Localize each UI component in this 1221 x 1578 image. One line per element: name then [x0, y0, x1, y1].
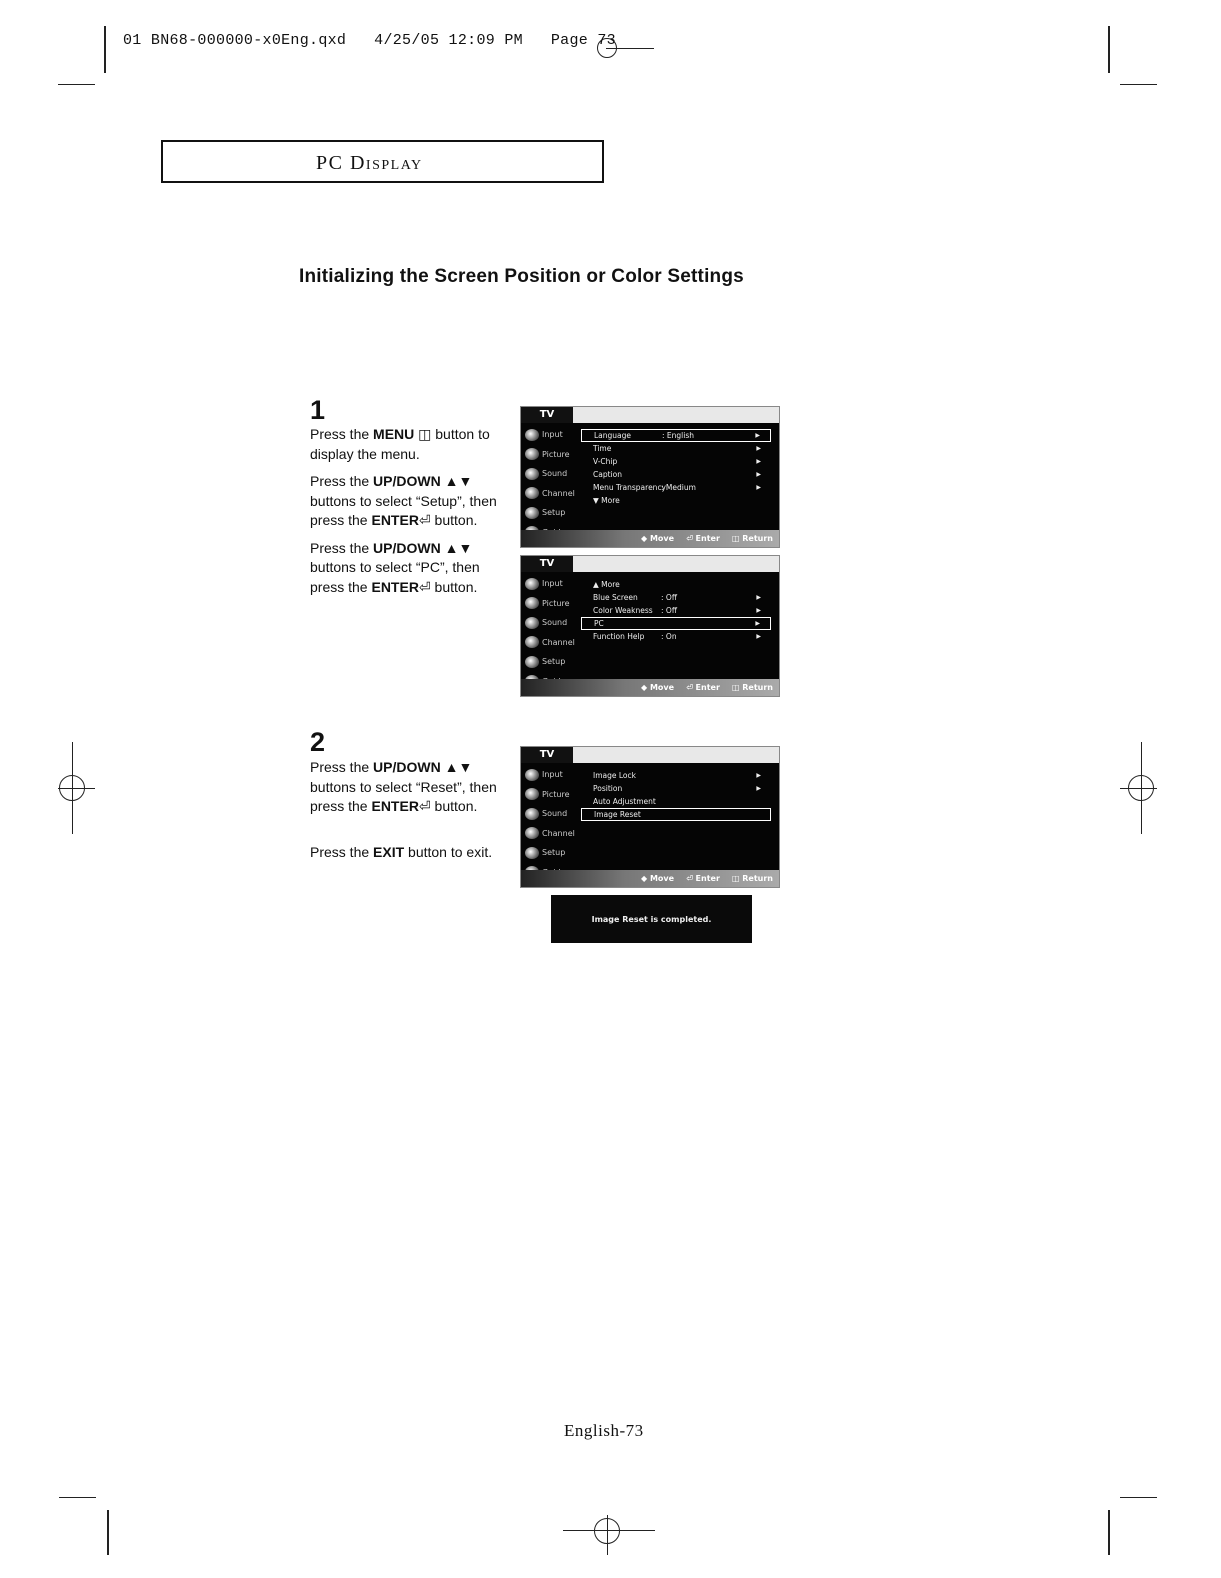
row-value: : Off: [661, 593, 677, 602]
tv-menu-list: [581, 769, 771, 821]
side-item-input: [521, 425, 581, 445]
row-label: Function Help: [593, 632, 645, 641]
text: buttons to select “Reset”, then press the: [310, 778, 497, 814]
tv-footer: [521, 530, 779, 547]
row-label: ▼ More: [593, 496, 620, 505]
tv-menu-list: [581, 429, 771, 507]
tv-menu-setup-screen: [520, 406, 780, 548]
row-label: Position: [593, 784, 623, 793]
arrow-right-icon: ▶: [755, 432, 760, 439]
return-hint: ◫ Return: [731, 683, 773, 692]
input-icon: [525, 578, 539, 590]
section-header-box: [161, 140, 604, 183]
enter-key: ENTER: [371, 512, 419, 528]
section-title: PC Display: [316, 152, 423, 174]
updown-key: UP/DOWN ▲▼: [373, 759, 473, 775]
arrow-right-icon: ▶: [755, 620, 760, 627]
enter-hint: ⏎ Enter: [686, 683, 720, 692]
side-item-sound: [521, 464, 581, 484]
text: Press the: [310, 426, 374, 442]
tv-menu-setup-more-screen: [520, 555, 780, 697]
sound-icon: [525, 617, 539, 629]
side-item-picture: [521, 594, 581, 614]
step-1-number: 1: [310, 395, 326, 425]
row-label: Blue Screen: [593, 593, 638, 602]
side-label: Channel: [542, 637, 575, 647]
text: buttons to select “PC”, then press the: [310, 559, 480, 595]
setup-icon: [525, 656, 539, 668]
sound-icon: [525, 808, 539, 820]
tv-menu-row: [581, 795, 771, 808]
enter-hint: ⏎ Enter: [686, 874, 720, 883]
enter-key: ENTER: [371, 798, 419, 814]
side-label: Input: [542, 430, 563, 440]
tv-menu-row: [581, 455, 771, 468]
enter-hint: ⏎ Enter: [686, 534, 720, 543]
row-value: : English: [662, 431, 694, 440]
row-value: : Off: [661, 606, 677, 615]
text: Press the: [310, 843, 374, 860]
side-item-sound: [521, 613, 581, 633]
side-item-picture: [521, 445, 581, 465]
text: buttons to select “Setup”, then press the: [310, 492, 497, 528]
row-value: : Medium: [661, 483, 696, 492]
tv-menu-row: [581, 782, 771, 795]
arrow-right-icon: ▶: [756, 607, 761, 614]
side-label: Sound: [542, 469, 568, 479]
side-label: Picture: [542, 598, 570, 608]
tv-badge: TV: [521, 407, 573, 423]
row-label: Time: [593, 444, 612, 453]
side-label: Setup: [542, 657, 566, 667]
text: ◫ button to display the menu.: [310, 426, 490, 462]
side-item-input: [521, 765, 581, 785]
side-item-sound: [521, 804, 581, 824]
enter-key: ENTER: [371, 578, 419, 595]
input-icon: [525, 429, 539, 441]
tv-side-menu: [521, 425, 581, 542]
side-label: Setup: [542, 508, 566, 518]
tv-menu-row: [581, 481, 771, 494]
tv-menu-list: [581, 578, 771, 643]
row-label: PC: [594, 619, 604, 628]
text: ⏎ button.: [418, 578, 478, 595]
move-hint: ◆ Move: [641, 534, 675, 543]
arrow-right-icon: ▶: [756, 633, 761, 640]
row-label: Color Weakness: [593, 606, 653, 615]
text: ⏎ button.: [418, 512, 478, 528]
arrow-right-icon: ▶: [756, 772, 761, 779]
registration-mark-left: [59, 775, 85, 801]
step-2-paragraph-2: [310, 843, 510, 863]
tv-menu-row: [581, 468, 771, 481]
menu-key: MENU: [373, 426, 415, 442]
text: Press the: [310, 473, 374, 489]
side-label: Channel: [542, 488, 575, 498]
setup-icon: [525, 507, 539, 519]
row-label: ▲ More: [593, 580, 620, 589]
tv-top-bar: [521, 407, 779, 423]
registration-mark-bottom: [594, 1518, 620, 1544]
arrow-right-icon: ▶: [756, 785, 761, 792]
step-1-paragraph-3: [310, 539, 510, 598]
step-2-paragraph-1: [310, 758, 510, 817]
tv-menu-row: [581, 604, 771, 617]
side-label: Input: [542, 770, 563, 780]
page-heading: Initializing the Screen Position or Color Settings: [299, 266, 744, 287]
side-label: Sound: [542, 618, 568, 628]
input-icon: [525, 769, 539, 781]
arrow-right-icon: ▶: [756, 458, 761, 465]
tv-side-menu: [521, 574, 581, 691]
side-label: Setup: [542, 848, 566, 858]
tv-menu-row: [581, 578, 771, 591]
step-1-instructions: [310, 425, 510, 605]
tv-menu-row: [581, 429, 771, 442]
step-2-number: 2: [310, 727, 326, 757]
registration-mark-right: [1128, 775, 1154, 801]
return-hint: ◫ Return: [731, 534, 773, 543]
side-item-setup: [521, 503, 581, 523]
move-hint: ◆ Move: [641, 874, 675, 883]
picture-icon: [525, 448, 539, 460]
exit-key: EXIT: [373, 843, 405, 860]
side-item-input: [521, 574, 581, 594]
print-slug: 01 BN68-000000-x0Eng.qxd 4/25/05 12:09 PM Page 73: [123, 32, 616, 49]
tv-menu-row: [581, 617, 771, 630]
text: Press the: [310, 759, 374, 775]
return-hint: ◫ Return: [731, 874, 773, 883]
tv-menu-row: [581, 808, 771, 821]
side-item-setup: [521, 652, 581, 672]
setup-icon: [525, 847, 539, 859]
sound-icon: [525, 468, 539, 480]
arrow-right-icon: ▶: [756, 484, 761, 491]
side-label: Picture: [542, 449, 570, 459]
arrow-right-icon: ▶: [756, 471, 761, 478]
side-label: Channel: [542, 828, 575, 838]
step-2-instructions: [310, 758, 510, 870]
row-label: Caption: [593, 470, 622, 479]
arrow-right-icon: ▶: [756, 445, 761, 452]
row-label: Menu Transparency: [593, 483, 667, 492]
tv-menu-row: [581, 442, 771, 455]
tv-menu-row: [581, 769, 771, 782]
page-number: English-73: [564, 1421, 644, 1440]
row-label: Image Lock: [593, 771, 636, 780]
updown-key: UP/DOWN ▲▼: [373, 473, 473, 489]
reset-complete-notice: Image Reset is completed.: [551, 895, 752, 943]
tv-top-bar: [521, 556, 779, 572]
row-label: V-Chip: [593, 457, 618, 466]
step-1-paragraph-1: [310, 425, 510, 464]
tv-menu-row: [581, 630, 771, 643]
picture-icon: [525, 788, 539, 800]
text: ⏎ button.: [418, 798, 478, 814]
row-value: : On: [661, 632, 677, 641]
text: button to exit.: [404, 843, 493, 860]
text: Press the: [310, 539, 374, 556]
row-label: Image Reset: [594, 810, 641, 819]
channel-icon: [525, 487, 539, 499]
updown-key: UP/DOWN ▲▼: [373, 539, 473, 556]
tv-badge: TV: [521, 747, 573, 763]
move-hint: ◆ Move: [641, 683, 675, 692]
row-label: Auto Adjustment: [593, 797, 656, 806]
tv-top-bar: [521, 747, 779, 763]
side-item-channel: [521, 633, 581, 653]
picture-icon: [525, 597, 539, 609]
channel-icon: [525, 827, 539, 839]
side-item-channel: [521, 484, 581, 504]
step-1-paragraph-2: [310, 472, 510, 531]
tv-badge: TV: [521, 556, 573, 572]
tv-menu-row: [581, 591, 771, 604]
tv-footer: [521, 679, 779, 696]
side-label: Input: [542, 579, 563, 589]
tv-menu-pc-screen: [520, 746, 780, 888]
tv-footer: [521, 870, 779, 887]
side-item-channel: [521, 824, 581, 844]
side-item-setup: [521, 843, 581, 863]
side-item-picture: [521, 785, 581, 805]
channel-icon: [525, 636, 539, 648]
side-label: Sound: [542, 809, 568, 819]
row-label: Language: [594, 431, 632, 440]
arrow-right-icon: ▶: [756, 594, 761, 601]
tv-side-menu: [521, 765, 581, 882]
side-label: Picture: [542, 789, 570, 799]
tv-menu-row: [581, 494, 771, 507]
